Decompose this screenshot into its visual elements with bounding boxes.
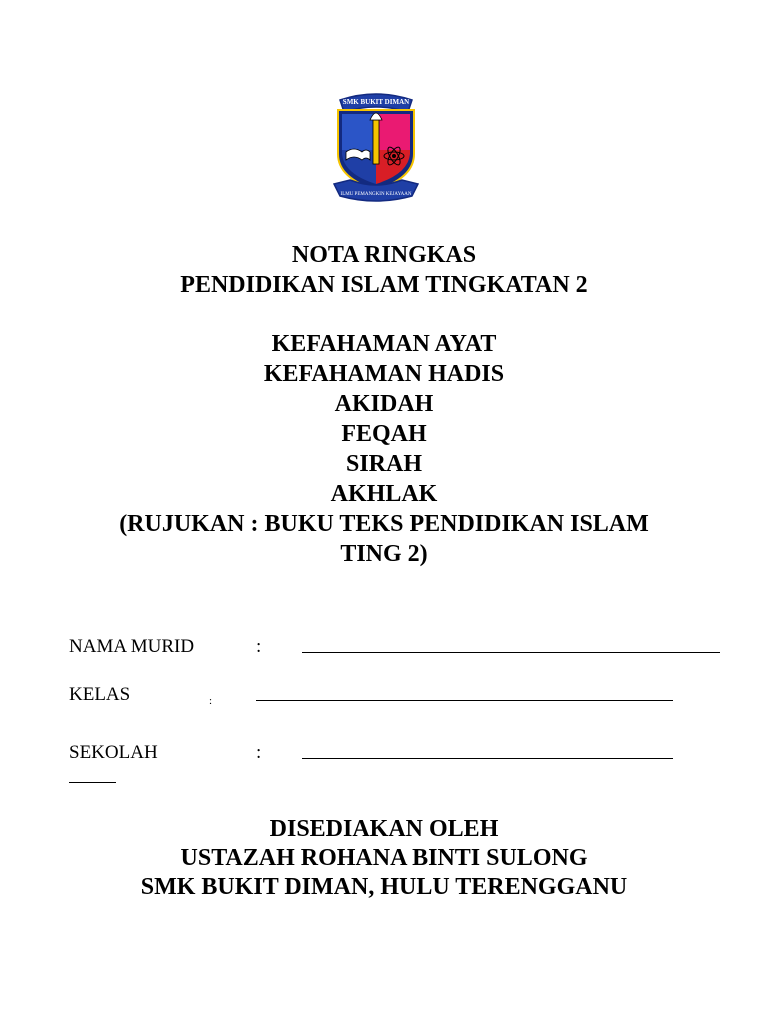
school-label: SEKOLAH [69, 742, 158, 763]
crest-icon [330, 86, 422, 206]
svg-text:SMK BUKIT DIMAN: SMK BUKIT DIMAN [342, 98, 410, 106]
title-line-1: NOTA RINGKAS [291, 242, 477, 268]
school-fill-line-continuation[interactable] [69, 782, 116, 783]
class-colon: : [209, 695, 213, 707]
topic-item: KEFAHAMAN HADIS [263, 361, 505, 387]
reference-line-2: TING 2) [340, 541, 428, 567]
topic-item: SIRAH [345, 451, 423, 477]
topic-item: KEFAHAMAN AYAT [271, 331, 497, 357]
topic-item: AKIDAH [334, 391, 434, 417]
svg-text:ILMU PEMANGKIN KEJAYAAN: ILMU PEMANGKIN KEJAYAAN [340, 192, 412, 197]
footer-line-2: USTAZAH ROHANA BINTI SULONG [180, 845, 588, 871]
topic-item: AKHLAK [330, 481, 438, 507]
title-line-2: PENDIDIKAN ISLAM TINGKATAN 2 [180, 272, 588, 298]
footer-line-3: SMK BUKIT DIMAN, HULU TERENGGANU [140, 874, 628, 900]
school-colon: : [256, 742, 262, 763]
topics-list [0, 329, 768, 509]
school-fill-line[interactable] [302, 758, 673, 759]
name-colon: : [256, 636, 262, 657]
reference-note [0, 509, 768, 569]
document-title [0, 240, 768, 300]
footer-line-1: DISEDIAKAN OLEH [269, 816, 499, 842]
class-fill-line[interactable] [256, 700, 673, 701]
reference-line-1: (RUJUKAN : BUKU TEKS PENDIDIKAN ISLAM [119, 511, 649, 537]
prepared-by-block [0, 815, 768, 902]
class-label: KELAS [69, 684, 131, 705]
topic-item: FEQAH [341, 421, 427, 447]
school-crest-logo [330, 86, 422, 206]
name-fill-line[interactable] [302, 652, 720, 653]
name-label: NAMA MURID [69, 636, 195, 657]
